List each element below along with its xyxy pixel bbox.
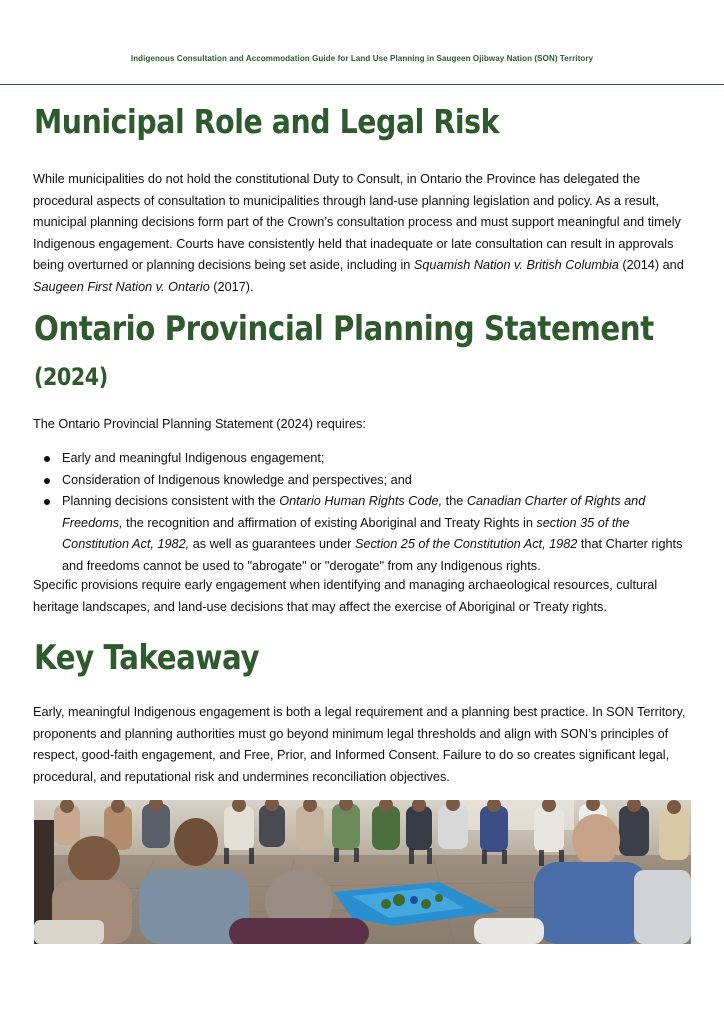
ohrc-ref: Ontario Human Rights Code, [279, 494, 443, 508]
requirements-list [44, 448, 694, 577]
case-year-2: (2017). [209, 279, 254, 294]
engagement-circle-photo [34, 800, 691, 944]
municipal-role-paragraph [33, 169, 697, 298]
key-takeaway-paragraph: Early, meaningful Indigenous engagement is both a legal requirement and a planning best practice. In SON Territory, proponents and planning authorities must go beyond minimum legal thresholds and align with SON’s principles of respect, good-faith engagement, and Free, Prior, and Informed Consent. Failure to do so creates significant legal, procedural, and reputational risk and undermines reconciliation objectives. [33, 705, 686, 784]
municipal-role-text: While municipalities do not hold the constitutional Duty to Consult, in Ontario the Province has delegated the procedural aspects of consultation to municipalities through land-use planning legislation and policy. As a result, municipal planning decisions form part of the Crown’s consultation process and must support meaningful and timely Indigenous engagement. Courts have consistently held that inadequate or late consultation can result in approvals being overturned or planning decisions being set aside, including in [33, 172, 681, 272]
bullet3-text-1: Planning decisions consistent with the [62, 494, 280, 508]
bullet3-text-2: the [442, 494, 467, 508]
case-year-1: (2014) and [618, 258, 684, 272]
planning-statement-intro: The Ontario Provincial Planning Statement (2024) requires: [33, 417, 366, 431]
heading-planning-statement-year: (2024) [34, 363, 108, 391]
case-squamish: Squamish Nation v. British Columbia [413, 258, 619, 272]
bullet3-text-5: that Charter rights and freedoms cannot be used to "abrogate" or "derogate" from any Indigenous rights. [62, 537, 683, 573]
list-item [44, 491, 694, 577]
heading-key-takeaway: Key Takeaway [34, 638, 260, 678]
case-saugeen: Saugeen First Nation v. Ontario [33, 279, 210, 294]
provisions-paragraph: Specific provisions require early engagement when identifying and managing archaeological resources, cultural heritage landscapes, and land-use decisions that may affect the exercise of Aboriginal or Treaty rights. [33, 578, 658, 614]
section35-ref: section 35 of the Constitution Act, 1982, [62, 515, 630, 551]
list-item: Early and meaningful Indigenous engagement; [44, 448, 694, 470]
section25-ref: Section 25 of the Constitution Act, 1982 [354, 537, 578, 551]
bullet3-text-4: as well as guarantees under [189, 537, 355, 551]
header-title: Indigenous Consultation and Accommodation Guide for Land Use Planning in Saugeen Ojibway Nation (SON) Territory [130, 54, 594, 63]
page-header [0, 0, 724, 85]
heading-planning-statement: Ontario Provincial Planning Statement [34, 309, 654, 349]
heading-municipal-role: Municipal Role and Legal Risk [34, 102, 500, 141]
bullet3-text-3: the recognition and affirmation of existing Aboriginal and Treaty Rights in [122, 515, 537, 530]
charter-ref: Canadian Charter of Rights and Freedoms, [62, 494, 646, 530]
list-item: Consideration of Indigenous knowledge and perspectives; and [44, 470, 694, 492]
